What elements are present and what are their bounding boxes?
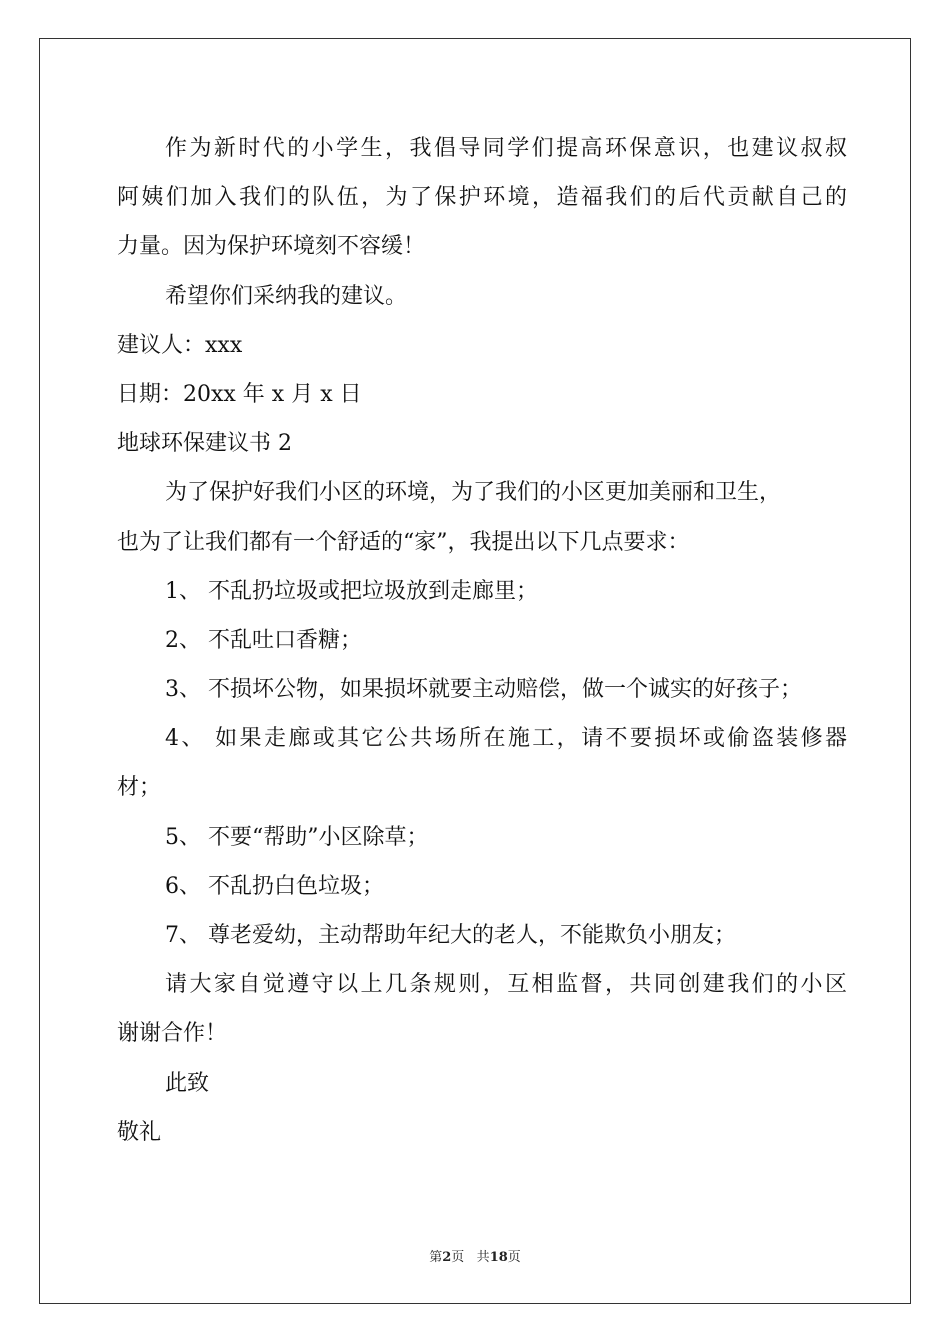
total-suffix: 页 (507, 1250, 521, 1265)
paragraph-line: 为了保护好我们小区的环境，为了我们的小区更加美丽和卫生， (165, 480, 782, 506)
total-prefix: 共 (476, 1250, 490, 1265)
document-body (117, 124, 847, 1157)
closing-line: 此致 (165, 1070, 210, 1096)
section-title: 地球环保建议书 2 (117, 431, 292, 457)
paragraph-line: 希望你们采纳我的建议。 (165, 283, 408, 309)
paragraph-line: 谢谢合作！ (117, 1021, 228, 1047)
page-prefix: 第 (429, 1250, 443, 1265)
date-line: 日期：20xx 年 x 月 x 日 (117, 381, 362, 407)
paragraph-line: 阿姨们加入我们的队伍，为了保护环境，造福我们的后代贡献自己的 (117, 185, 847, 211)
salutation-line: 敬礼 (117, 1119, 162, 1145)
total-pages: 18 (489, 1250, 508, 1265)
paragraph-line: 力量。因为保护环境刻不容缓！ (117, 234, 426, 260)
paragraph-line: 也为了让我们都有一个舒适的“家”，我提出以下几点要求： (117, 529, 690, 555)
list-item: 2、 不乱吐口香糖； (165, 627, 362, 653)
list-item: 3、 不损坏公物，如果损坏就要主动赔偿，做一个诚实的好孩子； (165, 677, 802, 703)
paragraph-line: 作为新时代的小学生，我倡导同学们提高环保意识，也建议叔叔 (165, 136, 847, 161)
list-item: 7、 尊老爱幼，主动帮助年纪大的老人，不能欺负小朋友； (165, 923, 736, 948)
proposer-line: 建议人：xxx (117, 332, 243, 358)
page-footer (0, 1246, 950, 1265)
list-item: 4、 如果走廊或其它公共场所在施工，请不要损坏或偷盗装修器 (165, 726, 847, 752)
page-suffix: 页 (451, 1250, 465, 1265)
page-number: 2 (442, 1250, 452, 1265)
paragraph-line: 请大家自觉遵守以上几条规则，互相监督，共同创建我们的小区 (165, 972, 847, 998)
list-item-continuation: 材； (117, 775, 162, 801)
list-item: 5、 不要“帮助”小区除草； (165, 824, 429, 850)
list-item: 6、 不乱扔白色垃圾； (165, 873, 384, 899)
list-item: 1、 不乱扔垃圾或把垃圾放到走廊里； (165, 578, 538, 604)
